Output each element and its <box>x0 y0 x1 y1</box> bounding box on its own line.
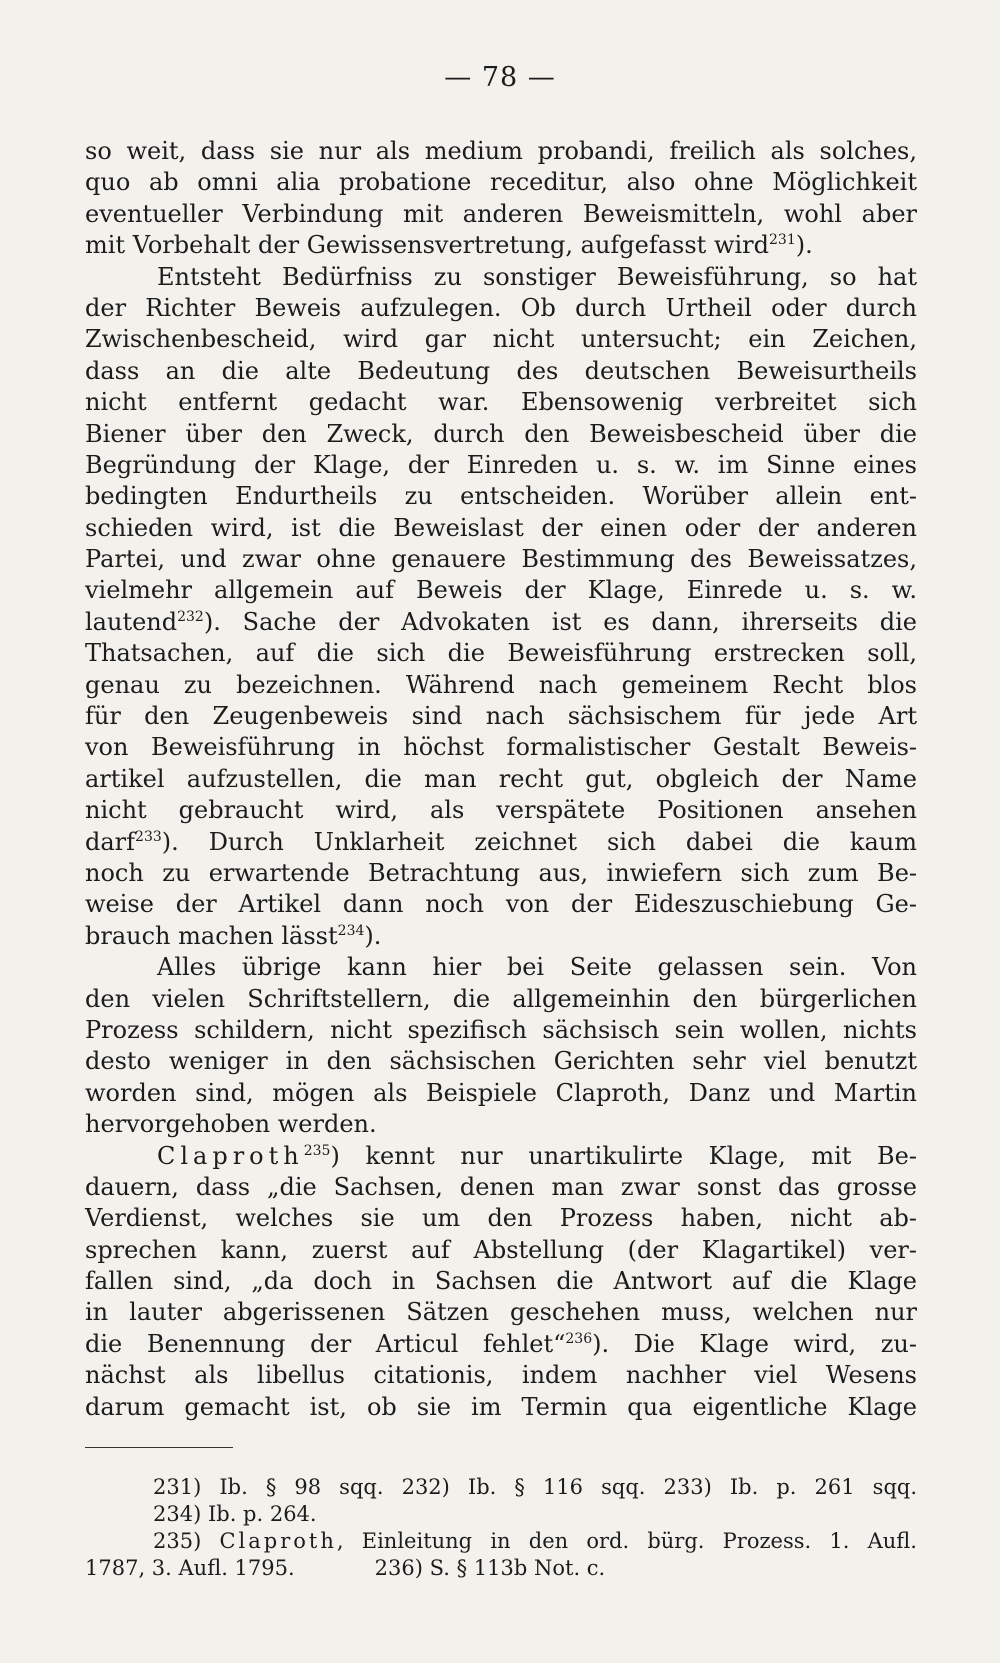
text-line: schieden wird, ist die Beweislast der einen oder der anderen <box>85 513 917 542</box>
footnote: 234) Ib. p. 264. <box>153 1502 317 1526</box>
text-line: für den Zeugenbeweis sind nach sächsischem für jede Art <box>85 702 917 731</box>
text-line: Begründung der Klage, der Einreden u. s. w. im Sinne eines <box>85 450 917 479</box>
footnote-divider <box>85 1447 233 1448</box>
text-line: nächst als libellus citationis, indem nachher viel Wesens <box>85 1361 917 1390</box>
footnotes <box>85 1474 917 1582</box>
text-line <box>85 607 917 638</box>
text-line: eventueller Verbindung mit anderen Beweismitteln, wohl aber <box>85 199 917 228</box>
text-line: genau zu bezeichnen. Während nach gemeinem Recht blos <box>85 670 917 699</box>
footnote: 232) Ib. § 116 sqq. <box>401 1475 646 1499</box>
footnote: 233) Ib. p. 261 sqq. <box>663 1475 918 1499</box>
text-line: dass an die alte Bedeutung des deutschen Beweisurtheils <box>85 356 917 385</box>
text-line: Alles übrige kann hier bei Seite gelassen sein. Von <box>157 953 917 982</box>
text-line: fallen sind, „da doch in Sachsen die Antwort auf die Klage <box>85 1267 917 1296</box>
text-line: Partei, und zwar ohne genauere Bestimmung des Beweissatzes, <box>85 545 917 574</box>
text-line: noch zu erwartende Betrachtung aus, inwiefern sich zum Be- <box>85 858 917 887</box>
text-line <box>85 827 917 858</box>
footnote: 236) S. § 113b Not. c. <box>374 1556 606 1580</box>
footnote-ref: 236 <box>565 1330 593 1347</box>
text-line: von Beweisführung in höchst formalistischer Gestalt Beweis- <box>85 733 917 762</box>
page-number: — 78 — <box>444 62 556 93</box>
footnote-ref: 231 <box>769 232 796 249</box>
text-line <box>85 1329 917 1360</box>
text-line: Biener über den Zweck, durch den Beweisbescheid über die <box>85 419 917 448</box>
text-line: der Richter Beweis aufzulegen. Ob durch Urtheil oder durch <box>85 293 917 322</box>
text-segment: brauch machen lässt <box>85 921 338 950</box>
text-line: Verdienst, welches sie um den Prozess haben, nicht ab- <box>85 1204 917 1233</box>
text-segment: ). <box>795 231 813 260</box>
text-line: weise der Artikel dann noch von der Eideszuschiebung Ge- <box>85 890 917 919</box>
text-line: in lauter abgerissenen Sätzen geschehen muss, welchen nur <box>85 1298 917 1327</box>
text-line: den vielen Schriftstellern, die allgemeinhin den bürgerlichen <box>85 984 917 1013</box>
text-segment: lautend <box>85 607 178 636</box>
footnote-number: 235) <box>153 1529 202 1553</box>
text-line: bedingten Endurtheils zu entscheiden. Worüber allein ent- <box>85 482 917 511</box>
text-line <box>85 921 917 952</box>
text-segment: ). <box>364 921 382 950</box>
text-line: so weit, dass sie nur als medium probandi, freilich als solches, <box>85 137 917 165</box>
text-line: artikel aufzustellen, die man recht gut, obgleich der Name <box>85 764 917 793</box>
text-line: quo ab omni alia probatione receditur, also ohne Möglichkeit <box>85 168 917 197</box>
footnote: 231) Ib. § 98 sqq. <box>153 1475 384 1499</box>
text-line <box>85 230 917 261</box>
text-line: Thatsachen, auf die sich die Beweisführung erstrecken soll, <box>85 639 917 668</box>
footnote: , Einleitung in den ord. bürg. Prozess. 1. Aufl. <box>336 1529 917 1553</box>
text-line: hervorgehoben werden. <box>85 1110 377 1139</box>
text-line: dauern, dass „die Sachsen, denen man zwar sonst das grosse <box>85 1172 917 1201</box>
text-segment: die Benennung der Articul fehlet“ <box>85 1329 566 1358</box>
text-line: Zwischenbescheid, wird gar nicht untersucht; ein Zeichen, <box>85 325 917 354</box>
text-segment: ). Durch Unklarheit zeichnet sich dabei die kaum <box>161 827 917 856</box>
text-line: desto weniger in den sächsischen Gerichten sehr viel benutzt <box>85 1047 917 1076</box>
text-line: vielmehr allgemein auf Beweis der Klage, Einrede u. s. w. <box>85 576 917 605</box>
footnote-ref: 233 <box>135 828 162 845</box>
text-segment: ). Die Klage wird, zu- <box>592 1329 917 1358</box>
text-segment: darf <box>85 827 136 856</box>
text-line: nicht entfernt gedacht war. Ebensowenig verbreitet sich <box>85 388 917 417</box>
text-line: Prozess schildern, nicht spezifisch sächsisch sein wollen, nichts <box>85 1015 917 1044</box>
text-segment: ). Sache der Advokaten ist es dann, ihrerseits die <box>203 607 917 636</box>
footnote-line <box>85 1528 917 1555</box>
text-line: nicht gebraucht wird, als verspätete Positionen ansehen <box>85 796 917 825</box>
footnote-ref: 234 <box>337 922 365 939</box>
footnote-ref: 232 <box>177 608 204 625</box>
text-line: worden sind, mögen als Beispiele Claproth, Danz und Martin <box>85 1078 917 1107</box>
text-line: sprechen kann, zuerst auf Abstellung (der Klagartikel) ver- <box>85 1235 917 1264</box>
text-segment: ) kennt nur unartikulirte Klage, mit Be- <box>330 1141 917 1170</box>
text-line: Entsteht Bedürfniss zu sonstiger Beweisführung, so hat <box>157 262 917 291</box>
footnote-author: Claproth <box>219 1529 337 1553</box>
text-segment: mit Vorbehalt der Gewissensvertretung, aufgefasst wird <box>85 231 770 260</box>
text-line: darum gemacht ist, ob sie im Termin qua eigentliche Klage <box>85 1392 917 1421</box>
footnote-line <box>85 1555 917 1582</box>
text-segment: Claproth <box>157 1141 304 1170</box>
text-line <box>85 1141 917 1172</box>
footnote-ref: 235 <box>303 1142 331 1159</box>
footnote-line <box>85 1501 917 1528</box>
footnote: 1787, 3. Aufl. 1795. <box>85 1556 295 1580</box>
footnote-line <box>85 1474 917 1501</box>
body-text <box>85 136 917 1423</box>
